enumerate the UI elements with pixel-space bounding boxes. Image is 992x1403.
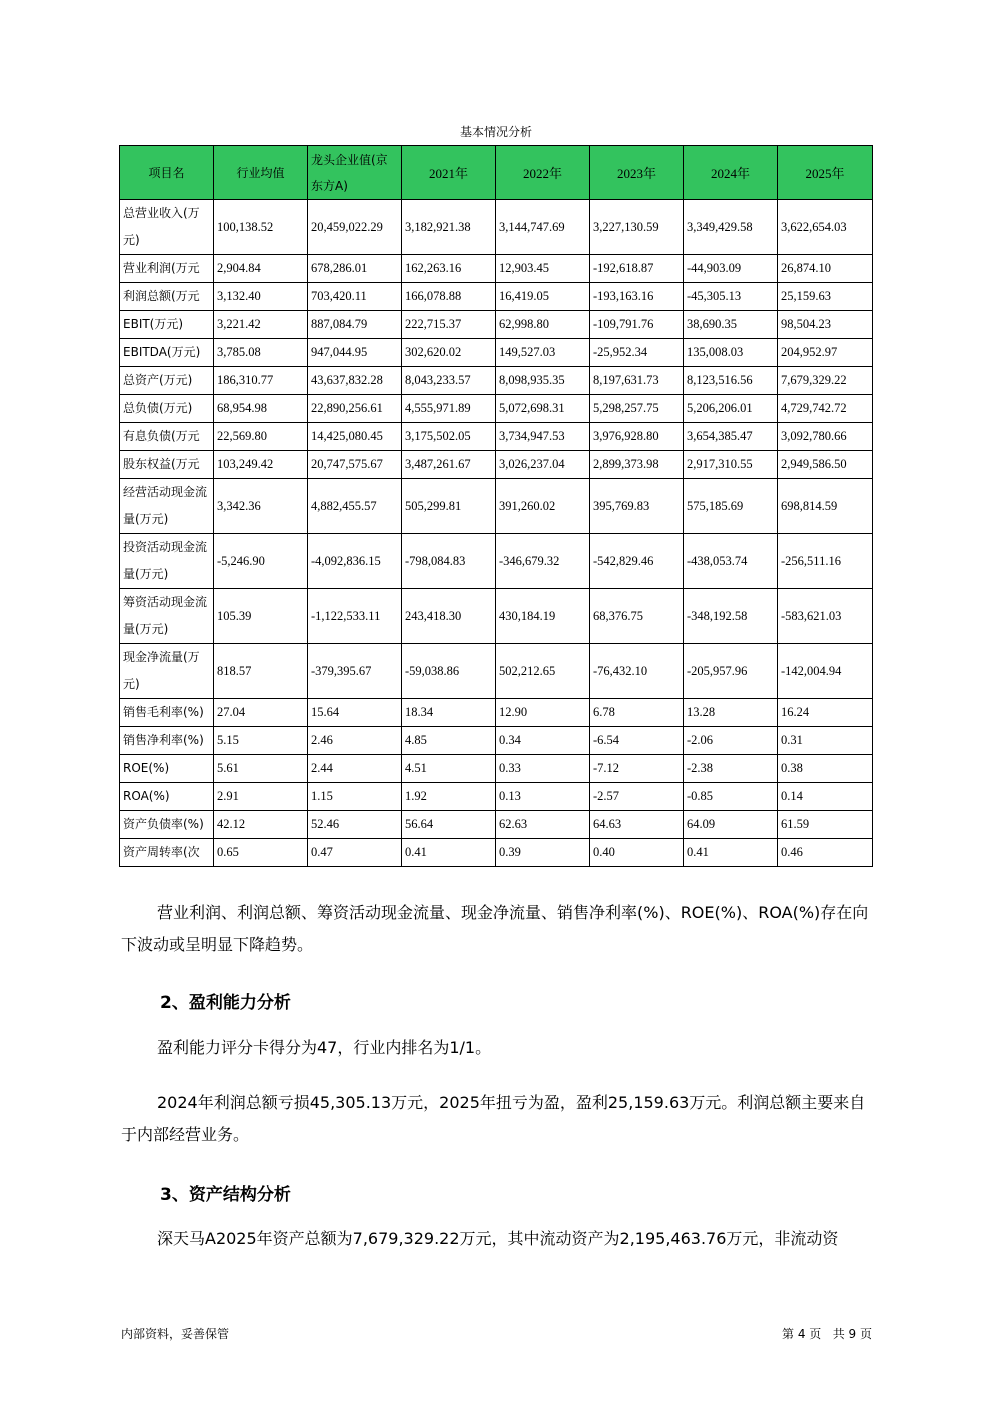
table-cell: -76,432.10 [590, 644, 684, 699]
table-cell: -5,246.90 [214, 534, 308, 589]
table-row [120, 644, 873, 699]
footer-confidential: 内部资料，妥善保管 [121, 1327, 230, 1341]
table-cell: 0.34 [496, 727, 590, 755]
table-cell: -205,957.96 [684, 644, 778, 699]
table-cell: 98,504.23 [778, 311, 873, 339]
table-cell: 678,286.01 [308, 255, 402, 283]
table-cell: -45,305.13 [684, 283, 778, 311]
table-cell: 3,487,261.67 [402, 451, 496, 479]
row-label: 筹资活动现金流量(万元) [120, 589, 214, 644]
table-cell: -2.57 [590, 783, 684, 811]
table-cell: -142,004.94 [778, 644, 873, 699]
table-cell: 68,954.98 [214, 395, 308, 423]
table-cell: 12.90 [496, 699, 590, 727]
row-label: 营业利润(万元 [120, 255, 214, 283]
table-caption: 基本情况分析 [459, 125, 532, 139]
table-row [120, 699, 873, 727]
header-year-2025: 2025年 [778, 146, 873, 200]
table-cell: 3,175,502.05 [402, 423, 496, 451]
table-cell: 22,890,256.61 [308, 395, 402, 423]
table-row [120, 311, 873, 339]
table-cell: 1.15 [308, 783, 402, 811]
table-cell: 887,084.79 [308, 311, 402, 339]
table-cell: 4,555,971.89 [402, 395, 496, 423]
table-cell: 3,092,780.66 [778, 423, 873, 451]
table-cell: 166,078.88 [402, 283, 496, 311]
table-row [120, 367, 873, 395]
table-cell: 27.04 [214, 699, 308, 727]
row-label: 经营活动现金流量(万元) [120, 479, 214, 534]
table-cell: -2.06 [684, 727, 778, 755]
table-cell: 0.41 [684, 839, 778, 867]
table-cell: 5.15 [214, 727, 308, 755]
table-cell: 8,098,935.35 [496, 367, 590, 395]
table-cell: 3,144,747.69 [496, 200, 590, 255]
table-row [120, 200, 873, 255]
table-cell: 13.28 [684, 699, 778, 727]
header-year-2021: 2021年 [402, 146, 496, 200]
row-label: 资产周转率(次 [120, 839, 214, 867]
row-label: 销售毛利率(%) [120, 699, 214, 727]
table-row [120, 395, 873, 423]
header-year-2022: 2022年 [496, 146, 590, 200]
table-cell: 100,138.52 [214, 200, 308, 255]
table-cell: 3,227,130.59 [590, 200, 684, 255]
table-cell: 4.51 [402, 755, 496, 783]
row-label: ROE(%) [120, 755, 214, 783]
table-cell: 0.65 [214, 839, 308, 867]
table-row [120, 839, 873, 867]
table-cell: 391,260.02 [496, 479, 590, 534]
table-cell: 5.61 [214, 755, 308, 783]
table-cell: 0.41 [402, 839, 496, 867]
table-cell: 56.64 [402, 811, 496, 839]
table-row [120, 479, 873, 534]
header-item-name: 项目名 [120, 146, 214, 200]
table-row [120, 534, 873, 589]
table-cell: 703,420.11 [308, 283, 402, 311]
table-cell: 105.39 [214, 589, 308, 644]
table-cell: 0.33 [496, 755, 590, 783]
table-cell: 2,949,586.50 [778, 451, 873, 479]
table-cell: 12,903.45 [496, 255, 590, 283]
table-cell: 3,132.40 [214, 283, 308, 311]
table-cell: 68,376.75 [590, 589, 684, 644]
table-cell: 16.24 [778, 699, 873, 727]
table-cell: 22,569.80 [214, 423, 308, 451]
table-cell: 3,654,385.47 [684, 423, 778, 451]
table-cell: -193,163.16 [590, 283, 684, 311]
table-cell: 7,679,329.22 [778, 367, 873, 395]
table-cell: 502,212.65 [496, 644, 590, 699]
table-cell: 3,349,429.58 [684, 200, 778, 255]
table-row [120, 423, 873, 451]
table-header-row [120, 146, 873, 200]
table-cell: 0.38 [778, 755, 873, 783]
table-cell: 15.64 [308, 699, 402, 727]
row-label: 资产负债率(%) [120, 811, 214, 839]
header-year-2023: 2023年 [590, 146, 684, 200]
table-cell: 204,952.97 [778, 339, 873, 367]
table-cell: -438,053.74 [684, 534, 778, 589]
table-cell: 61.59 [778, 811, 873, 839]
header-year-2024: 2024年 [684, 146, 778, 200]
table-cell: 8,123,516.56 [684, 367, 778, 395]
section-heading-profitability: 2、盈利能力分析 [160, 993, 291, 1013]
section-heading-asset-structure: 3、资产结构分析 [160, 1185, 291, 1205]
table-row [120, 727, 873, 755]
table-cell: 64.09 [684, 811, 778, 839]
table-cell: -1,122,533.11 [308, 589, 402, 644]
table-cell: 62,998.80 [496, 311, 590, 339]
table-cell: 64.63 [590, 811, 684, 839]
table-cell: 149,527.03 [496, 339, 590, 367]
table-cell: 698,814.59 [778, 479, 873, 534]
table-cell: -348,192.58 [684, 589, 778, 644]
row-label: 总负债(万元) [120, 395, 214, 423]
table-cell: 20,747,575.67 [308, 451, 402, 479]
table-row [120, 783, 873, 811]
row-label: 总资产(万元) [120, 367, 214, 395]
table-cell: 38,690.35 [684, 311, 778, 339]
table-cell: 4,882,455.57 [308, 479, 402, 534]
table-cell: -379,395.67 [308, 644, 402, 699]
table-cell: -542,829.46 [590, 534, 684, 589]
table-cell: 302,620.02 [402, 339, 496, 367]
table-cell: 14,425,080.45 [308, 423, 402, 451]
table-cell: 2,917,310.55 [684, 451, 778, 479]
row-label: 有息负债(万元 [120, 423, 214, 451]
table-cell: 20,459,022.29 [308, 200, 402, 255]
row-label: EBIT(万元) [120, 311, 214, 339]
profit-total-paragraph: 2024年利润总额亏损45,305.13万元，2025年扭亏为盈，盈利25,159.63万元。利润总额主要来自于内部经营业务。 [121, 1093, 866, 1144]
table-cell: -583,621.03 [778, 589, 873, 644]
table-cell: 162,263.16 [402, 255, 496, 283]
row-label: 利润总额(万元 [120, 283, 214, 311]
table-cell: 18.34 [402, 699, 496, 727]
table-cell: -7.12 [590, 755, 684, 783]
table-cell: 8,197,631.73 [590, 367, 684, 395]
table-cell: 395,769.83 [590, 479, 684, 534]
table-cell: 0.13 [496, 783, 590, 811]
table-cell: 26,874.10 [778, 255, 873, 283]
table-cell: 42.12 [214, 811, 308, 839]
table-cell: 25,159.63 [778, 283, 873, 311]
table-cell: -346,679.32 [496, 534, 590, 589]
table-cell: 2,904.84 [214, 255, 308, 283]
table-cell: 3,342.36 [214, 479, 308, 534]
table-cell: 0.40 [590, 839, 684, 867]
table-cell: 62.63 [496, 811, 590, 839]
table-cell: -6.54 [590, 727, 684, 755]
table-cell: -44,903.09 [684, 255, 778, 283]
table-cell: -0.85 [684, 783, 778, 811]
table-cell: -59,038.86 [402, 644, 496, 699]
table-cell: 575,185.69 [684, 479, 778, 534]
table-cell: 818.57 [214, 644, 308, 699]
table-cell: -256,511.16 [778, 534, 873, 589]
table-cell: 135,008.03 [684, 339, 778, 367]
table-cell: -4,092,836.15 [308, 534, 402, 589]
table-cell: 3,026,237.04 [496, 451, 590, 479]
table-cell: 0.14 [778, 783, 873, 811]
table-cell: 3,221.42 [214, 311, 308, 339]
table-cell: 430,184.19 [496, 589, 590, 644]
table-cell: 2.91 [214, 783, 308, 811]
table-row [120, 283, 873, 311]
table-cell: 2,899,373.98 [590, 451, 684, 479]
table-cell: 5,206,206.01 [684, 395, 778, 423]
header-leader-value: 龙头企业值(京东方A) [308, 146, 402, 200]
table-row [120, 451, 873, 479]
table-cell: 1.92 [402, 783, 496, 811]
basic-analysis-table [119, 145, 873, 867]
row-label: ROA(%) [120, 783, 214, 811]
table-cell: 4.85 [402, 727, 496, 755]
table-cell: 2.44 [308, 755, 402, 783]
table-cell: -192,618.87 [590, 255, 684, 283]
table-row [120, 255, 873, 283]
table-cell: 3,734,947.53 [496, 423, 590, 451]
row-label: 总营业收入(万元) [120, 200, 214, 255]
asset-structure-paragraph: 深天马A2025年资产总额为7,679,329.22万元，其中流动资产为2,195,463.76万元，非流动资 [157, 1229, 839, 1248]
row-label: 销售净利率(%) [120, 727, 214, 755]
table-cell: 505,299.81 [402, 479, 496, 534]
table-cell: 222,715.37 [402, 311, 496, 339]
table-cell: 16,419.05 [496, 283, 590, 311]
row-label: 现金净流量(万元) [120, 644, 214, 699]
table-cell: 3,622,654.03 [778, 200, 873, 255]
table-cell: 0.47 [308, 839, 402, 867]
table-cell: 6.78 [590, 699, 684, 727]
table-cell: 43,637,832.28 [308, 367, 402, 395]
table-cell: 8,043,233.57 [402, 367, 496, 395]
table-cell: 2.46 [308, 727, 402, 755]
table-row [120, 339, 873, 367]
header-industry-avg: 行业均值 [214, 146, 308, 200]
table-cell: 103,249.42 [214, 451, 308, 479]
table-cell: 3,976,928.80 [590, 423, 684, 451]
table-cell: 3,182,921.38 [402, 200, 496, 255]
profitability-score-paragraph: 盈利能力评分卡得分为47，行业内排名为1/1。 [157, 1038, 492, 1057]
table-row [120, 755, 873, 783]
footer-page-number: 第 4 页 共 9 页 [782, 1327, 872, 1341]
table-cell: -2.38 [684, 755, 778, 783]
table-cell: 5,072,698.31 [496, 395, 590, 423]
table-cell: -798,084.83 [402, 534, 496, 589]
table-cell: 947,044.95 [308, 339, 402, 367]
table-cell: 0.39 [496, 839, 590, 867]
table-cell: -109,791.76 [590, 311, 684, 339]
table-cell: 5,298,257.75 [590, 395, 684, 423]
trend-paragraph: 营业利润、利润总额、筹资活动现金流量、现金净流量、销售净利率(%)、ROE(%)、ROA(%)存在向下波动或呈明显下降趋势。 [121, 903, 869, 954]
table-cell: 52.46 [308, 811, 402, 839]
table-cell: 4,729,742.72 [778, 395, 873, 423]
table-row [120, 811, 873, 839]
table-row [120, 589, 873, 644]
table-cell: 0.31 [778, 727, 873, 755]
table-cell: 3,785.08 [214, 339, 308, 367]
row-label: EBITDA(万元) [120, 339, 214, 367]
row-label: 股东权益(万元 [120, 451, 214, 479]
table-cell: 243,418.30 [402, 589, 496, 644]
table-cell: -25,952.34 [590, 339, 684, 367]
table-cell: 186,310.77 [214, 367, 308, 395]
row-label: 投资活动现金流量(万元) [120, 534, 214, 589]
table-cell: 0.46 [778, 839, 873, 867]
